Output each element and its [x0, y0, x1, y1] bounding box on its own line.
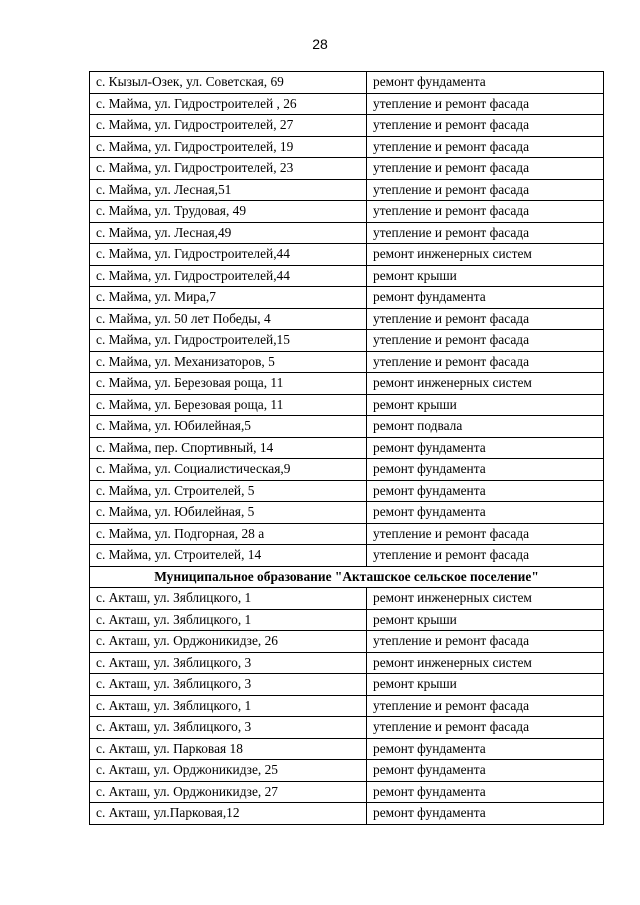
work-type-cell: утепление и ремонт фасада: [367, 545, 604, 567]
address-cell: с. Майма, ул. Лесная,49: [90, 222, 367, 244]
work-type-cell: утепление и ремонт фасада: [367, 222, 604, 244]
address-cell: с. Акташ, ул. Орджоникидзе, 27: [90, 781, 367, 803]
table-row: [90, 136, 604, 158]
address-cell: с. Кызыл-Озек, ул. Советская, 69: [90, 72, 367, 94]
address-cell: с. Акташ, ул.Парковая,12: [90, 803, 367, 825]
work-type-cell: ремонт фундамента: [367, 480, 604, 502]
table-row: [90, 652, 604, 674]
work-type-cell: утепление и ремонт фасада: [367, 631, 604, 653]
table-row: [90, 265, 604, 287]
work-type-cell: ремонт крыши: [367, 609, 604, 631]
table-row: [90, 416, 604, 438]
section-header-row: [90, 566, 604, 588]
address-cell: с. Майма, ул. Гидростроителей,44: [90, 265, 367, 287]
work-type-cell: ремонт инженерных систем: [367, 244, 604, 266]
address-cell: с. Майма, ул. Строителей, 14: [90, 545, 367, 567]
work-type-cell: утепление и ремонт фасада: [367, 136, 604, 158]
address-cell: с. Майма, ул. Социалистическая,9: [90, 459, 367, 481]
work-type-cell: утепление и ремонт фасада: [367, 717, 604, 739]
address-cell: с. Майма, ул. Гидростроителей,44: [90, 244, 367, 266]
address-cell: с. Майма, ул. Трудовая, 49: [90, 201, 367, 223]
address-cell: с. Акташ, ул. Орджоникидзе, 26: [90, 631, 367, 653]
address-cell: с. Майма, ул. Лесная,51: [90, 179, 367, 201]
work-type-cell: утепление и ремонт фасада: [367, 523, 604, 545]
table-row: [90, 674, 604, 696]
table-row: [90, 201, 604, 223]
address-cell: с. Майма, ул. Березовая роща, 11: [90, 373, 367, 395]
table-row: [90, 717, 604, 739]
table-row: [90, 437, 604, 459]
work-type-cell: утепление и ремонт фасада: [367, 201, 604, 223]
address-cell: с. Майма, ул. Березовая роща, 11: [90, 394, 367, 416]
section-title: Муниципальное образование "Акташское сельское поселение": [90, 566, 604, 588]
address-cell: с. Акташ, ул. Зяблицкого, 1: [90, 609, 367, 631]
table-row: [90, 287, 604, 309]
work-type-cell: утепление и ремонт фасада: [367, 351, 604, 373]
address-cell: с. Майма, ул. Подгорная, 28 а: [90, 523, 367, 545]
work-type-cell: ремонт инженерных систем: [367, 652, 604, 674]
address-cell: с. Акташ, ул. Парковая 18: [90, 738, 367, 760]
work-type-cell: утепление и ремонт фасада: [367, 115, 604, 137]
address-cell: с. Акташ, ул. Зяблицкого, 3: [90, 652, 367, 674]
table-row: [90, 72, 604, 94]
table-row: [90, 179, 604, 201]
work-type-cell: ремонт фундамента: [367, 72, 604, 94]
table-row: [90, 308, 604, 330]
table-row: [90, 459, 604, 481]
work-type-cell: ремонт крыши: [367, 674, 604, 696]
work-type-cell: утепление и ремонт фасада: [367, 308, 604, 330]
work-type-cell: ремонт подвала: [367, 416, 604, 438]
table-row: [90, 545, 604, 567]
table-row: [90, 93, 604, 115]
address-cell: с. Майма, ул. Гидростроителей, 27: [90, 115, 367, 137]
table-row: [90, 244, 604, 266]
work-type-cell: ремонт инженерных систем: [367, 373, 604, 395]
address-cell: с. Майма, ул. Гидростроителей, 23: [90, 158, 367, 180]
works-table: [89, 71, 604, 825]
address-cell: с. Майма, пер. Спортивный, 14: [90, 437, 367, 459]
table-row: [90, 351, 604, 373]
work-type-cell: утепление и ремонт фасада: [367, 330, 604, 352]
work-type-cell: ремонт крыши: [367, 394, 604, 416]
address-cell: с. Майма, ул. Гидростроителей,15: [90, 330, 367, 352]
table-row: [90, 631, 604, 653]
work-type-cell: ремонт фундамента: [367, 502, 604, 524]
table-row: [90, 803, 604, 825]
work-type-cell: ремонт фундамента: [367, 459, 604, 481]
work-type-cell: утепление и ремонт фасада: [367, 695, 604, 717]
work-type-cell: ремонт инженерных систем: [367, 588, 604, 610]
work-type-cell: ремонт крыши: [367, 265, 604, 287]
work-type-cell: утепление и ремонт фасада: [367, 158, 604, 180]
table-row: [90, 158, 604, 180]
table-row: [90, 480, 604, 502]
table-row: [90, 760, 604, 782]
table-row: [90, 781, 604, 803]
address-cell: с. Майма, ул. Гидростроителей, 19: [90, 136, 367, 158]
table-row: [90, 523, 604, 545]
work-type-cell: ремонт фундамента: [367, 781, 604, 803]
work-type-cell: утепление и ремонт фасада: [367, 179, 604, 201]
work-type-cell: ремонт фундамента: [367, 738, 604, 760]
page-number: 28: [312, 36, 328, 52]
address-cell: с. Майма, ул. Строителей, 5: [90, 480, 367, 502]
address-cell: с. Майма, ул. Юбилейная, 5: [90, 502, 367, 524]
address-cell: с. Акташ, ул. Зяблицкого, 3: [90, 674, 367, 696]
address-cell: с. Майма, ул. Гидростроителей , 26: [90, 93, 367, 115]
address-cell: с. Майма, ул. Мира,7: [90, 287, 367, 309]
work-type-cell: ремонт фундамента: [367, 760, 604, 782]
work-type-cell: ремонт фундамента: [367, 437, 604, 459]
address-cell: с. Акташ, ул. Зяблицкого, 1: [90, 695, 367, 717]
work-type-cell: утепление и ремонт фасада: [367, 93, 604, 115]
table-row: [90, 738, 604, 760]
address-cell: с. Акташ, ул. Зяблицкого, 3: [90, 717, 367, 739]
address-cell: с. Майма, ул. Юбилейная,5: [90, 416, 367, 438]
table-row: [90, 588, 604, 610]
address-cell: с. Акташ, ул. Орджоникидзе, 25: [90, 760, 367, 782]
table-row: [90, 373, 604, 395]
works-table-body: [90, 72, 604, 825]
table-row: [90, 115, 604, 137]
table-row: [90, 394, 604, 416]
work-type-cell: ремонт фундамента: [367, 803, 604, 825]
table-row: [90, 695, 604, 717]
address-cell: с. Майма, ул. Механизаторов, 5: [90, 351, 367, 373]
table-row: [90, 330, 604, 352]
table-row: [90, 222, 604, 244]
work-type-cell: ремонт фундамента: [367, 287, 604, 309]
table-row: [90, 609, 604, 631]
table-row: [90, 502, 604, 524]
address-cell: с. Акташ, ул. Зяблицкого, 1: [90, 588, 367, 610]
address-cell: с. Майма, ул. 50 лет Победы, 4: [90, 308, 367, 330]
